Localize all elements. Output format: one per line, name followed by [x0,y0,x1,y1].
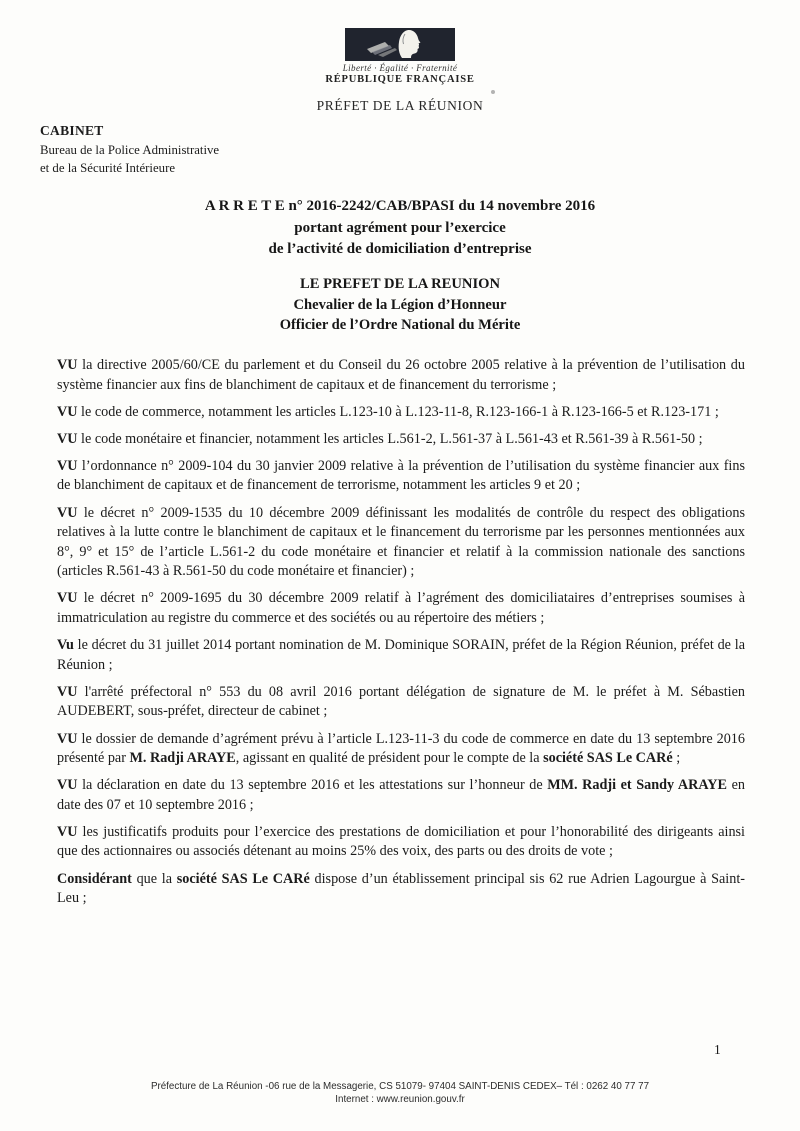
paragraph-bold-segment: société SAS Le CARé [543,750,673,767]
decree-title-line2: portant agrément pour l’exercice [294,219,506,236]
paragraph-segment: dispose d’un établissement principal sis 62 rue Adrien Lagourgue à Saint-Leu ; [57,870,745,907]
paragraph [57,683,745,722]
page-number: 1 [714,1042,721,1057]
paragraph-segment: les justificatifs produits pour l’exercice des prestations de domiciliation et pour l’honorabilité des dirigeants ainsi que des actionnaires ou associés détenant au moins 25% des voix, des parts ou des droits de vote ; [57,823,745,860]
paragraph [57,870,745,909]
paragraph [57,457,745,496]
paragraph [57,589,745,628]
paragraph-segment: la déclaration en date du 13 septembre 2016 et les attestations sur l’honneur de [77,777,548,794]
paragraph-segment: le dossier de demande d’agrément prévu à l’article L.123-11-3 du code de commerce en date du 13 septembre 2016 présenté par [57,730,745,767]
paragraph-bold-segment: Vu [57,637,74,654]
paragraph [57,776,745,815]
paragraph-segment: que la [131,870,177,887]
republic-motto: Liberté · Égalité · Fraternité [342,63,458,73]
paragraph-bold-segment: VU [57,730,78,747]
footer-website: Internet : www.reunion.gouv.fr [335,1093,465,1105]
authority-block [0,274,800,336]
prefecture-title: PRÉFET DE LA RÉUNION [316,98,484,113]
paragraph-bold-segment: VU [57,457,78,474]
decree-title-line3: de l’activité de domiciliation d’entreprise [268,241,532,257]
paragraph-segment: le code de commerce, notamment les articles L.123-10 à L.123-11-8, R.123-166-1 à R.123-166-5 et R.123-171 ; [77,403,719,420]
paragraph [57,430,745,450]
paragraph-segment: en date des 07 et 10 septembre 2016 ; [57,777,745,813]
paragraph-segment: l'arrêté préfectoral n° 553 du 08 avril 2016 portant délégation de signature de M. le préfet à M. Sébastien AUDEBERT, sous-préfet, directeur de cabinet ; [57,683,745,720]
paragraph-bold-segment: VU [57,403,78,420]
paragraph-bold-segment: VU [57,504,78,521]
decree-title [0,196,800,261]
paragraph-bold-segment: société SAS Le CARé [176,870,310,887]
service-name: CABINET [40,123,104,138]
paragraph-bold-segment: MM. Radji et Sandy ARAYE [547,777,728,794]
authority-line3: Officier de l’Ordre National du Mérite [279,317,521,333]
paragraph-bold-segment: VU [57,683,78,700]
decree-title-line1: A R R E T E n° 2016-2242/CAB/BPASI du 14 novembre 2016 [204,198,596,214]
paragraph [57,504,745,582]
republic-name: RÉPUBLIQUE FRANÇAISE [325,74,475,85]
authority-line2: Chevalier de la Légion d’Honneur [293,296,507,313]
authority-line1: LE PREFET DE LA REUNION [299,276,501,292]
national-header [0,28,800,114]
issuing-service-block [40,122,219,178]
paragraph-segment: le décret n° 2009-1695 du 30 décembre 2009 relatif à l’agrément des domiciliataires d’entreprises soumises à immatriculation au registre du commerce et des sociétés ou au répertoire des métiers ; [57,590,745,627]
scan-artifact [491,90,495,94]
paragraph [57,356,745,395]
page-footer [0,1081,800,1106]
service-bureau-line1: Bureau de la Police Administrative [40,142,220,157]
paragraph-bold-segment: VU [57,823,78,840]
paragraph-segment: l’ordonnance n° 2009-104 du 30 janvier 2009 relative à la prévention de l’utilisation du système financier aux fins de blanchiment de capitaux et de financement de terrorisme, notamment les articles 9 et 20 ; [57,457,745,494]
paragraph-bold-segment: VU [57,590,78,607]
paragraph-segment: ; [672,750,681,767]
paragraph-segment: le décret n° 2009-1535 du 10 décembre 2009 définissant les modalités de contrôle du respect des obligations relatives à la lutte contre le blanchiment de capitaux et le financement du terrorisme par les personnes mentionnées aux 8°, 9° et 15° de l’article L.561-2 du code monétaire et financier et relatif à la commission nationale des sanctions (articles R.561-43 à R.561-50 du code monétaire et financier) ; [57,504,745,580]
paragraph [57,730,745,769]
footer-address: Préfecture de La Réunion -06 rue de la Messagerie, CS 51079- 97404 SAINT-DENIS CEDEX– Tél : 0262 40 77 77 [150,1081,650,1092]
paragraph [57,823,745,862]
body-paragraphs [57,356,745,916]
paragraph-bold-segment: VU [57,430,78,447]
paragraph [57,636,745,675]
paragraph [57,403,745,423]
paragraph-bold-segment: Considérant [57,870,132,887]
paragraph-segment: , agissant en qualité de président pour le compte de la [235,750,544,767]
marianne-logo-icon [345,28,455,61]
paragraph-segment: le code monétaire et financier, notamment les articles L.561-2, L.561-37 à L.561-43 et R.561-39 à R.561-50 ; [77,430,703,447]
paragraph-bold-segment: VU [57,777,78,794]
paragraph-segment: la directive 2005/60/CE du parlement et du Conseil du 26 octobre 2005 relative à la prévention de l’utilisation du système financier aux fins de blanchiment de capitaux et de financement du terrorisme ; [57,357,745,393]
paragraph-bold-segment: M. Radji ARAYE [129,750,236,767]
service-bureau-line2: et de la Sécurité Intérieure [40,161,176,175]
paragraph-segment: le décret du 31 juillet 2014 portant nomination de M. Dominique SORAIN, préfet de la Région Réunion, préfet de la Réunion ; [57,637,745,673]
paragraph-bold-segment: VU [57,357,78,373]
